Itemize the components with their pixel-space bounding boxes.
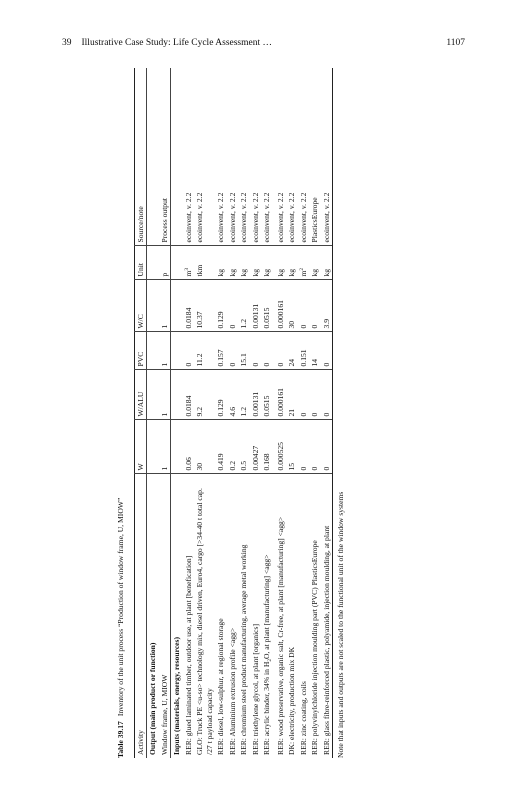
page-number: 1107 (446, 38, 465, 48)
cell-activity: RER: zinc coating, coils (298, 681, 308, 755)
table-row-input (275, 68, 286, 758)
cell-w: 0.5 (238, 420, 249, 474)
cell-unit (321, 246, 333, 280)
cell-pvc: 0 (261, 332, 275, 370)
cell-unit-base: kg (310, 268, 320, 277)
table-row-output (159, 68, 171, 758)
column-header-activity: Activity (136, 730, 145, 755)
table-row-input (215, 68, 226, 758)
cell-source: ecoinvent, v. 2.2 (250, 68, 261, 246)
running-head-left (62, 38, 272, 48)
cell-source: ecoinvent, v. 2.2 (215, 68, 226, 246)
cell-unit-base: kg (321, 268, 331, 277)
cell-w: 15 (286, 420, 297, 474)
column-header-unit: Unit (135, 246, 147, 280)
cell-pvc: 0 (183, 332, 194, 370)
cell-source: ecoinvent, v. 2.2 (227, 68, 238, 246)
table-row-input (286, 68, 297, 758)
cell-unit-base: tkm (195, 264, 205, 277)
cell-activity-part: O, at plant [manufacturing] <agg> (262, 554, 272, 659)
section-row-output (147, 68, 159, 758)
cell-unit-base: kg (239, 268, 249, 277)
cell-unit-base: kg (287, 268, 297, 277)
cell-pvc: 15.1 (238, 332, 249, 370)
column-header-pvc: PVC (135, 332, 147, 370)
cell-activity: RER: chromium steel product manufacturing, average metal working (239, 544, 249, 755)
cell-unit-base: kg (216, 268, 226, 277)
cell-pvc: 0.151 (298, 332, 309, 370)
cell-walu: 0 (321, 370, 333, 420)
cell-unit (215, 246, 226, 280)
cell-unit-base: kg (275, 268, 285, 277)
cell-source: ecoinvent, v. 2.2 (321, 68, 333, 246)
cell-unit-base: m (298, 270, 308, 277)
cell-walu: 0.00131 (250, 370, 261, 420)
cell-walu: 0.000161 (275, 370, 286, 420)
cell-source: Process output (159, 68, 171, 246)
cell-unit (183, 246, 194, 280)
cell-wc: 0 (309, 280, 320, 332)
table-row-input (183, 68, 194, 758)
cell-unit (286, 246, 297, 280)
cell-pvc: 11.2 (194, 332, 215, 370)
column-header-wc: W/C (135, 280, 147, 332)
cell-unit (275, 246, 286, 280)
cell-walu: 1 (159, 370, 171, 420)
cell-unit (227, 246, 238, 280)
cell-wc: 1.2 (238, 280, 249, 332)
table-row-input (227, 68, 238, 758)
cell-pvc: 0 (227, 332, 238, 370)
table-row-input (194, 68, 215, 758)
column-header-w: W (135, 420, 147, 474)
cell-unit (298, 246, 309, 280)
cell-activity: RER: glass fibre-reinforced plastic, polyamide, injection moulding, at plant (321, 474, 333, 758)
cell-source: ecoinvent, v. 2.2 (286, 68, 297, 246)
cell-wc: 0.00131 (250, 280, 261, 332)
cell-w: 0.2 (227, 420, 238, 474)
inventory-table (134, 68, 333, 758)
cell-source: ecoinvent, v. 2.2 (238, 68, 249, 246)
section-label-output: Output (main product or function) (147, 474, 159, 758)
cell-walu: 0 (309, 370, 320, 420)
cell-pvc: 0 (275, 332, 286, 370)
cell-source: ecoinvent, v. 2.2 (298, 68, 309, 246)
cell-unit (194, 246, 215, 280)
cell-activity: RER: Aluminium extrusion profile <agg> (227, 627, 237, 755)
cell-activity: RER: triethylene glycol, at plant [organics] (250, 623, 260, 755)
cell-w: 1 (159, 420, 171, 474)
table-row-input (309, 68, 320, 758)
cell-source: ecoinvent, v. 2.2 (194, 68, 215, 246)
cell-unit-base: kg (250, 268, 260, 277)
cell-wc: 10.37 (194, 280, 215, 332)
cell-activity: Window frame, U, MIOW (159, 674, 169, 755)
cell-walu: 0 (298, 370, 309, 420)
running-head (62, 38, 465, 52)
cell-unit (250, 246, 261, 280)
cell-pvc: 0 (321, 332, 333, 370)
cell-wc: 3.9 (321, 280, 333, 332)
table-header-row (135, 68, 147, 758)
table-row-input (238, 68, 249, 758)
cell-wc: 1 (159, 280, 171, 332)
cell-unit-base: kg (262, 268, 272, 277)
table-row-input (298, 68, 309, 758)
cell-activity: RER: polyvinylchloride injection moulding part (PVC) PlasticsEurope (310, 540, 320, 755)
cell-source: ecoinvent, v. 2.2 (261, 68, 275, 246)
cell-activity-subscript: 2 (267, 659, 274, 662)
cell-pvc: 0 (250, 332, 261, 370)
cell-walu: 0.0515 (261, 370, 275, 420)
column-header-walu: W/ALU (135, 370, 147, 420)
cell-w: 0.06 (183, 420, 194, 474)
cell-pvc: 24 (286, 332, 297, 370)
cell-unit: p (159, 246, 171, 280)
cell-unit-superscript: 3 (183, 267, 190, 271)
cell-pvc: 0.157 (215, 332, 226, 370)
cell-activity: GLO: Truck PE <u-so> technology mix, diesel driven, Euro4, cargo [>34-40 t total cap. /27 t payload capacity (195, 488, 214, 755)
table-row-input (321, 68, 333, 758)
cell-unit (309, 246, 320, 280)
cell-w: 0 (321, 420, 333, 474)
cell-w: 0.419 (215, 420, 226, 474)
cell-walu: 1.2 (238, 370, 249, 420)
table-caption-text: Inventory of the unit process “Production of window frame, U, MIOW” (116, 497, 125, 717)
cell-pvc: 14 (309, 332, 320, 370)
chapter-title: Illustrative Case Study: Life Cycle Assessment … (81, 38, 273, 48)
cell-w: 0.168 (261, 420, 275, 474)
cell-unit (238, 246, 249, 280)
cell-w: 30 (194, 420, 215, 474)
cell-w: 0 (298, 420, 309, 474)
cell-wc: 0 (298, 280, 309, 332)
cell-source: ecoinvent, v. 2.2 (183, 68, 194, 246)
cell-w: 0.00427 (250, 420, 261, 474)
table-note: Note that inputs and outputs are not scaled to the functional unit of the window systems (336, 491, 346, 758)
cell-walu: 4.6 (227, 370, 238, 420)
chapter-number: 39 (62, 38, 72, 48)
cell-wc: 0.129 (215, 280, 226, 332)
cell-wc: 0 (227, 280, 238, 332)
rotated-table-block (116, 68, 406, 758)
cell-wc: 30 (286, 280, 297, 332)
table-caption (116, 68, 130, 758)
cell-w: 0.000525 (275, 420, 286, 474)
table-row-input (261, 68, 275, 758)
cell-wc: 0.000161 (275, 280, 286, 332)
cell-w: 0 (309, 420, 320, 474)
cell-walu: 21 (286, 370, 297, 420)
cell-walu: 0.0184 (183, 370, 194, 420)
cell-unit-base: m (183, 270, 193, 277)
cell-wc: 0.0184 (183, 280, 194, 332)
cell-walu: 0.129 (215, 370, 226, 420)
section-row-inputs (171, 68, 183, 758)
cell-activity: RER: wood preservative, organic salt, Cr-free, at plant [manufacturing] <agg> (275, 516, 285, 755)
cell-source: ecoinvent, v. 2.2 (275, 68, 286, 246)
cell-unit (261, 246, 275, 280)
cell-pvc: 1 (159, 332, 171, 370)
table-caption-label: Table 39.17 (116, 721, 125, 758)
table-row-input (250, 68, 261, 758)
cell-activity-part: RER: acrylic binder, 34% in H (262, 661, 272, 755)
cell-source: PlasticsEurope (309, 68, 320, 246)
cell-activity (261, 474, 275, 758)
section-label-inputs: Inputs (materials, energy, resources) (171, 474, 183, 758)
cell-activity: DK: electricity, production mix DK (287, 646, 297, 755)
cell-walu: 9.2 (194, 370, 215, 420)
column-header-source: Source/note (135, 68, 147, 246)
cell-wc: 0.0515 (261, 280, 275, 332)
cell-unit-base: kg (227, 268, 237, 277)
cell-activity: RER: glued laminated timber, outdoor use, at plant [benefication] (183, 555, 193, 755)
cell-activity: RER: diesel, low-sulphur, at regional storage (216, 618, 226, 755)
cell-unit-superscript: 2 (298, 267, 305, 271)
